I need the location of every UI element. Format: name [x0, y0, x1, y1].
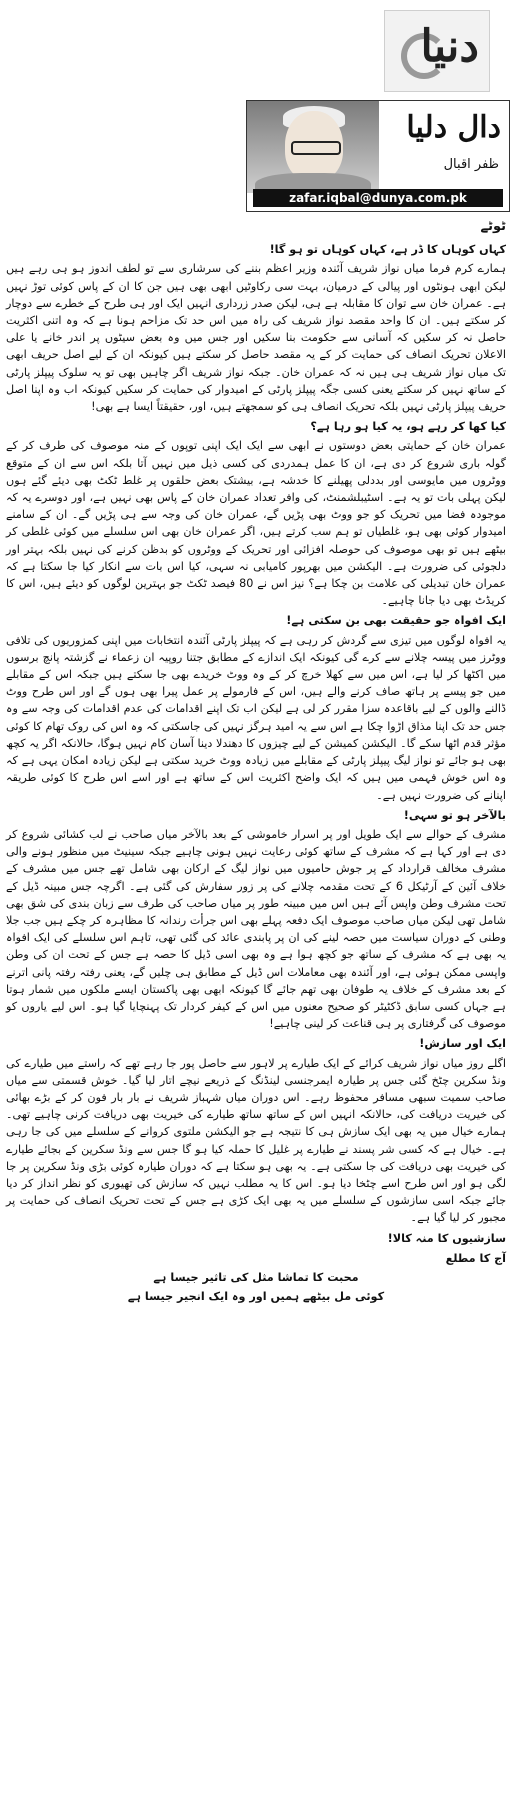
section-subheading: کیا کھا کر رہے ہو، یہ کیا ہو رہا ہے؟ — [310, 420, 506, 434]
section-subheading: ایک اور سازش! — [419, 1037, 506, 1051]
author-email[interactable]: zafar.iqbal@dunya.com.pk — [253, 189, 503, 207]
dunya-logo — [384, 10, 490, 92]
author-name: ظفر اقبال — [443, 157, 499, 172]
portrait-glasses — [291, 141, 341, 155]
column-title: دال دلیا — [406, 110, 501, 145]
article-paragraph: یہ افواہ لوگوں میں تیزی سے گردش کر رہی ہے کہ پیپلز پارٹی آئندہ انتخابات میں اپنی کمزوریوں کی تلافی ووٹرز میں پیسہ چلانے سے کرے گی کیونکہ ایک اندازے کے مطابق جتنا روپیہ ان زعماء نے گزشتہ پانچ برسوں میں اکٹھا کر لیا ہے، اس میں سے کھلا خرچ کر کے وہ ووٹ خریدے بھی جا سکتے ہیں جبکہ اس کے مقابلے میں جو پیسے پر ہاتھ صاف کرنے والے ہیں، اس کے فارمولے پر عمل پیرا بھی ہوں گے اور اس طرح ووٹ ڈالنے والوں کے لیے باقاعدہ سزا مقرر کر لی ہے لیکن اب تک اپنے اقدامات کی عدم اقدامات کی وجہ سے وہ جس حد تک اپنا مذاق اڑوا چکا ہے اس سے یہ امید ہرگز نہیں کی جاسکتی کہ وہ اس کی روک تھام کا کوئی مؤثر قدم اٹھا سکے گا۔ الیکشن کمیشن کے لیے چیزوں کا دھندلا دینا آسان کام نہیں ہوگا، حالانکہ اگر یہ کچھ بھی ہو جائے تو نواز لیگ پیپلز پارٹی کے مقابلے میں زیادہ ووٹ خرید سکتی ہے لیکن زیادہ امکان یہی ہے کہ وہ اس خوش فہمی میں ہیں کہ ایک واضح اکثریت اس کے ساتھ ہے اور اسے اس طرح کا کوئی طریقہ اپنانے کی ضرورت نہیں ہے۔ — [6, 633, 506, 802]
article-body — [6, 218, 506, 1794]
article-paragraph: مشرف کے حوالے سے ایک طویل اور پر اسرار خاموشی کے بعد بالآخر میاں صاحب نے لب کشائی شروع کر دی ہے اور کہا ہے کہ مشرف کے ساتھ کوئی رعایت نہیں ہونی چاہیے جبکہ سینیٹ میں منظور ہونے والی مشرف مخالف قرارداد کے پر جوش حامیوں میں نواز لیگ کے ارکان بھی شامل تھے جس میں مشرف کے خلاف آئین کے آرٹیکل 6 کے تحت مقدمہ چلانے کی پر زور سفارش کی گئی ہے۔ اگرچہ جس مبینہ ڈیل کے تحت مشرف وطن واپس آئے ہیں اس میں مبینہ طور پر میاں صاحب کی طرف سے زبان بندی کی شق بھی شامل تھی لیکن میاں صاحب موصوف ایک دفعہ پہلے بھی اس جرأت رندانہ کا مظاہرہ کر چکے ہیں جب جلا وطنی کے دوران سیاست میں حصہ لینے کی ان پر پابندی عائد کی گئی تھی، تاہم اس سلسلے کی ایک افواہ یہ بھی ہے کہ مشرف کے ساتھ جو کچھ ہوا ہے وہ بھی اسی ڈیل کا حصہ ہے جس کے تحت ان کی وطن واپسی ممکن ہوئی ہے، اور آئندہ بھی معاملات اس ڈیل کے مطابق ہی چلیں گے، یعنی رفتہ رفتہ پانی اترنے کے بعد مشرف کے خلاف یہ طوفان بھی تھم جائے گا کیونکہ ابھی بھی پاکستان ایسے ملکوں میں شمار ہوتا ہے جہاں کسی سابق ڈکٹیٹر کو صحیح معنوں میں اس کے کیفر کردار تک پہنچایا گیا ہو۔ اس لیے یاروں کو موصوف کی گرفتاری پر ہی قناعت کر لینی چاہیے! — [6, 827, 506, 1031]
section-subheading: سازشیوں کا منہ کالا! — [387, 1231, 506, 1245]
newspaper-masthead — [376, 2, 498, 94]
section-subheading: بالآخر ہو تو سہی! — [403, 808, 506, 822]
section-subheading: ایک افواہ جو حقیقت بھی بن سکتی ہے! — [286, 614, 506, 628]
article-paragraph: عمران خان کے حمایتی بعض دوستوں نے ابھی سے ایک ایک اپنی توپوں کے منہ موصوف کی طرف کر کے گولہ باری شروع کر دی ہے، ان کا عمل ہمدردی کی کسی ذیل میں نہیں آتا بلکہ اس سے ان کے متوقع ووٹروں میں مایوسی اور بددلی پھیلنے کا خدشہ ہے، بیشتک بعض حلقوں پر غلط ٹکٹ بھی دیئے گئے ہوں لیکن پہلی بات تو یہ ہے۔ اسٹیبلشمنٹ، کی وافر تعداد عمران خان کے پاس بھی نہیں ہے، اور دوسرے یہ کہ موجودہ فضا میں تحریک کو جو ووٹ بھی پڑیں گے، عمران خان کی وجہ سے ہی پڑیں گے۔ ان کے سامنے امیدوار کوئی بھی ہو، غلطیاں تو ہم سب کرتے ہیں، اگر عمران خان بھی اس سلسلے میں کوئی غلطی کر بیٹھے ہیں تو بھی موصوف کی حوصلہ افزائی اور تحریک کے ووٹروں کو بدظن کرنے کی نہیں بلکہ بہتر اور دلجوئی کی ضرورت ہے۔ الیکشن میں بھرپور کامیابی نہ سہی، کیا اس بات سے انکار کیا جا سکتا ہے کہ عمران خان تبدیلی کی علامت بن چکا ہے؟ نیز اس نے 80 فیصد ٹکٹ جو بہترین لوگوں کو دیئے ہیں، اس کا کریڈٹ بھی دیا جانا چاہیے۔ — [6, 439, 506, 608]
article-paragraph: ہمارے کرم فرما میاں نواز شریف آئندہ وزیر اعظم بننے کی سرشاری سے تو لطف اندوز ہو ہی رہے ہیں لیکن ابھی ہونٹوں اور پیالی کے درمیان، بہت سی رکاوٹیں ابھی بھی ہیں جن کا ان کے پاس کوئی توڑ نہیں ہے۔ عمران خان سے توان کا مقابلہ ہے ہی، لیکن صدر زرداری انہیں ایک اور ہی طرح کے خطرے سے دوچار کر سکتے ہیں۔ ان کا واحد مقصد نواز شریف کی راہ میں اس حد تک مزاحم ہونا ہے کہ وہ اتنی اکثریت حاصل نہ کر سکیں کہ آسانی سے حکومت بنا سکیں اور جس میں وہ بعض سیٹوں پر اندر خانے یا علی الاعلان تحریک انصاف کی حمایت کر کے یہ مقصد حاصل کر سکتے ہیں کیونکہ ان کے لیے اصل حریف ابھی تک میاں نواز شریف ہی ہیں نہ کہ عمران خان۔ جبکہ نواز شریف اگر چاہیں بھی تو یہ سلوک پیپلز پارٹی کے ساتھ نہیں کر سکتے یعنی کسی جگہ پیپلز پارٹی کے امیدوار کی حمایت کر سکیں کیونکہ اب وہ اپنا اصل حریف پیپلز پارٹی نہیں بلکہ تحریک انصاف ہی کو سمجھتے ہیں، اور، حقیقتاً ایسا ہے بھی! — [6, 262, 506, 414]
section-subheading: آج کا مطلع — [445, 1251, 506, 1265]
logo-text: دنیا — [420, 21, 479, 72]
article-blocks — [6, 241, 506, 1305]
column-header — [246, 100, 510, 212]
verse-line: محبت کا تماشا مثل کی تاثیر جیسا ہے — [153, 1270, 359, 1284]
article-paragraph: اگلے روز میاں نواز شریف کرائے کے ایک طیارے پر لاہور سے حاصل پور جا رہے تھے کہ راستے میں طیارے کی ونڈ سکرین چٹخ گئی جس پر طیارہ ایمرجنسی لینڈنگ کے ذریعے نیچے اتار لیا گیا۔ خوش قسمتی سے میاں صاحب سمیت سبھی مسافر محفوظ رہے۔ اس دوران میاں شہباز شریف نے بار بار فون کر کے بڑے بھائی کی خیریت دریافت کی، حالانکہ انہیں اس کے ساتھ ساتھ طیارے کی خیریت بھی دریافت کرنی چاہیے تھی۔ ہمارے خیال میں یہ بھی ایک سازش ہی کا نتیجہ ہے جو الیکشن ملتوی کروانے کے سلسلے میں کی جا رہی ہے۔ خیال ہے کہ کسی شر پسند نے طیارے پر غلیل کا حملہ کیا ہو گا جس سے ونڈ سکرین کے بجائے طیارے کی خیریت بھی دریافت کی جا سکتی ہے۔ یہ بھی ہو سکتا ہے کہ دوران طیارہ کوئی بڑی ونڈ سکرین پر جا لگی ہو اور اس طرح اسے چٹخا دیا ہو۔ اس کا یہ مطلب نہیں کہ سازش کی تھیوری کو نظر انداز کر دیا جائے جبکہ اسی سازشوں کے سلسلے میں یہ بھی ایک کڑی ہے جس کے تحت تحریک انصاف کی حمایت پر مجبور کر لیا گیا ہے۔ — [6, 1056, 506, 1225]
section-subheading: کہاں کوہاں کا ڈر ہے، کہاں کوہاں تو ہو گا! — [269, 243, 506, 257]
article-headline: ٹوٹے — [480, 219, 506, 234]
author-portrait — [247, 101, 379, 193]
verse-line: کوئی مل بیٹھے ہمیں اور وہ ایک انجیر جیسا ہے — [127, 1290, 385, 1304]
